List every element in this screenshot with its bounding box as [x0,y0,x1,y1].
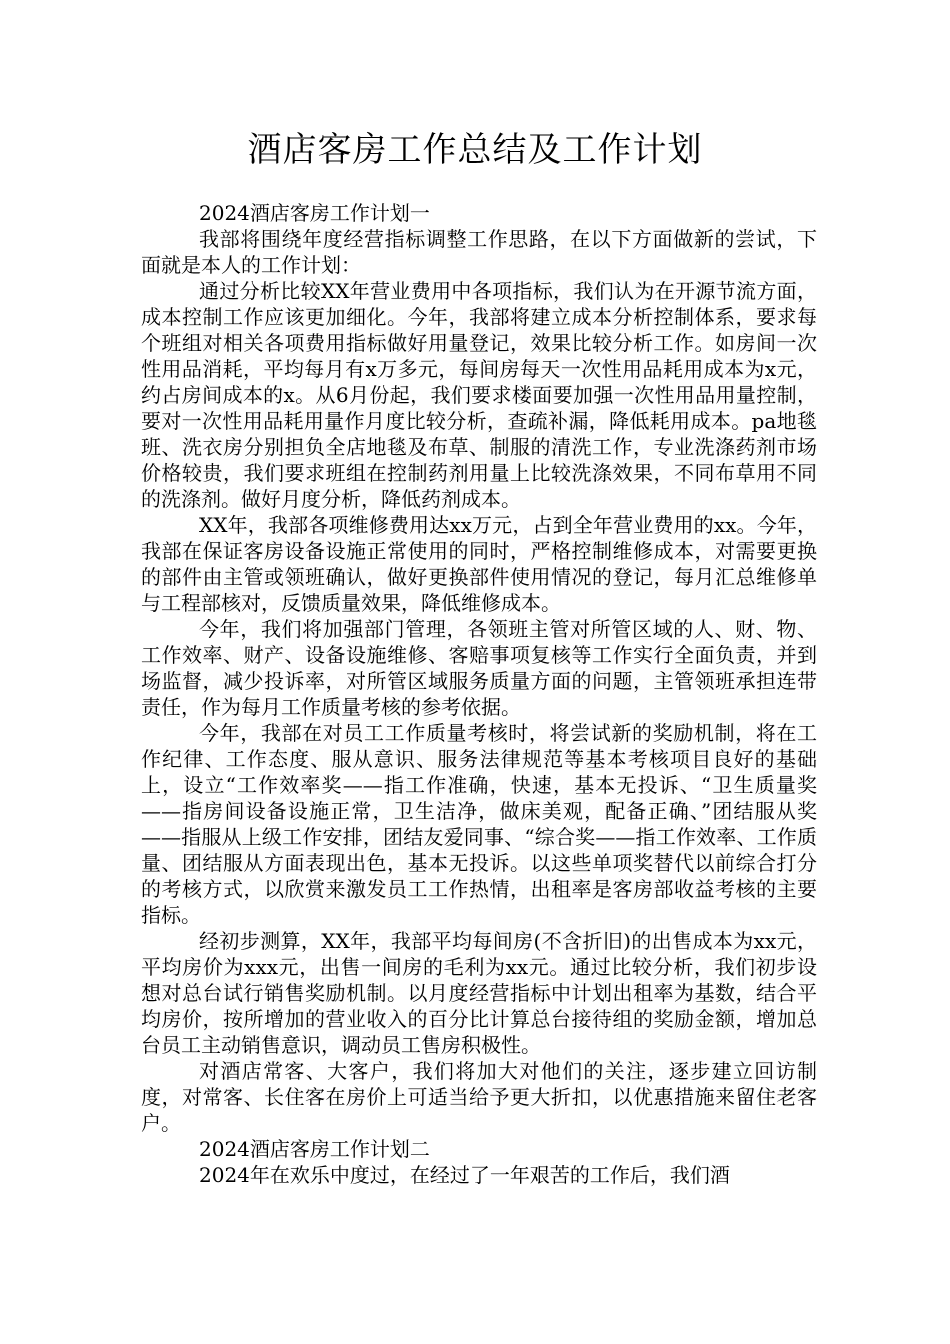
paragraph-cost-control: 通过分析比较XX年营业费用中各项指标，我们认为在开源节流方面，成本控制工作应该更加细化。今年，我部将建立成本分析控制体系，要求每个班组对相关各项费用指标做好用量登记，效果比较分析工作。如房间一次性用品消耗，平均每月有x万多元，每间房每天一次性用品耗用成本为x元，约占房间成本的x。从6月份起，我们要求楼面要加强一次性用品用量控制，要对一次性用品耗用量作月度比较分析，查疏补漏，降低耗用成本。pa地毯班、洗衣房分别担负全店地毯及布草、制服的清洗工作，专业洗涤药剂市场价格较贵，我们要求班组在控制药剂用量上比较洗涤效果，不同布草用不同的洗涤剂。做好月度分析，降低药剂成本。 [141,279,817,511]
paragraph-regular-guests: 对酒店常客、大客户，我们将加大对他们的关注，逐步建立回访制度，对常客、长住客在房价上可适当给予更大折扣，以优惠措施来留住老客户。 [141,1059,817,1135]
document-body [141,200,817,1188]
paragraph-management: 今年，我们将加强部门管理，各领班主管对所管区域的人、财、物、工作效率、财产、设备设施维修、客赔事项复核等工作实行全面负责，并到场监督，减少投诉率，对所管区域服务质量方面的问题，主管领班承担连带责任，作为每月工作质量考核的参考依据。 [141,617,817,719]
paragraph-sales: 经初步测算，XX年，我部平均每间房(不含折旧)的出售成本为xx元，平均房价为xxx元，出售一间房的毛利为xx元。通过比较分析，我们初步设想对总台试行销售奖励机制。以月度经营指标中计划出租率为基数，结合平均房价，按所增加的营业收入的百分比计算总台接待组的奖励金额，增加总台员工主动销售意识，调动员工售房积极性。 [141,929,817,1057]
paragraph-plan-two-start: 2024年在欢乐中度过，在经过了一年艰苦的工作后，我们酒 [199,1163,730,1187]
document-title: 酒店客房工作总结及工作计划 [247,130,703,170]
section-heading-plan-two: 2024酒店客房工作计划二 [199,1137,430,1161]
paragraph-maintenance: XX年，我部各项维修费用达xx万元，占到全年营业费用的xx。今年，我部在保证客房设备设施正常使用的同时，严格控制维修成本，对需要更换的部件由主管或领班确认，做好更换部件使用情况的登记，每月汇总维修单与工程部核对，反馈质量效果，降低维修成本。 [141,513,817,615]
paragraph-intro: 我部将围绕年度经营指标调整工作思路，在以下方面做新的尝试，下面就是本人的工作计划： [141,227,817,277]
paragraph-rewards: 今年，我部在对员工工作质量考核时，将尝试新的奖励机制，将在工作纪律、工作态度、服从意识、服务法律规范等基本考核项目良好的基础上，设立“工作效率奖——指工作准确，快速，基本无投诉、“卫生质量奖——指房间设备设施正常，卫生洁净，做床美观，配备正确、”团结服从奖——指服从上级工作安排，团结友爱同事、“综合奖——指工作效率、工作质量、团结服从方面表现出色，基本无投诉。以这些单项奖替代以前综合打分的考核方式，以欣赏来激发员工工作热情，出租率是客房部收益考核的主要指标。 [141,721,817,927]
section-heading-plan-one: 2024酒店客房工作计划一 [199,201,430,225]
